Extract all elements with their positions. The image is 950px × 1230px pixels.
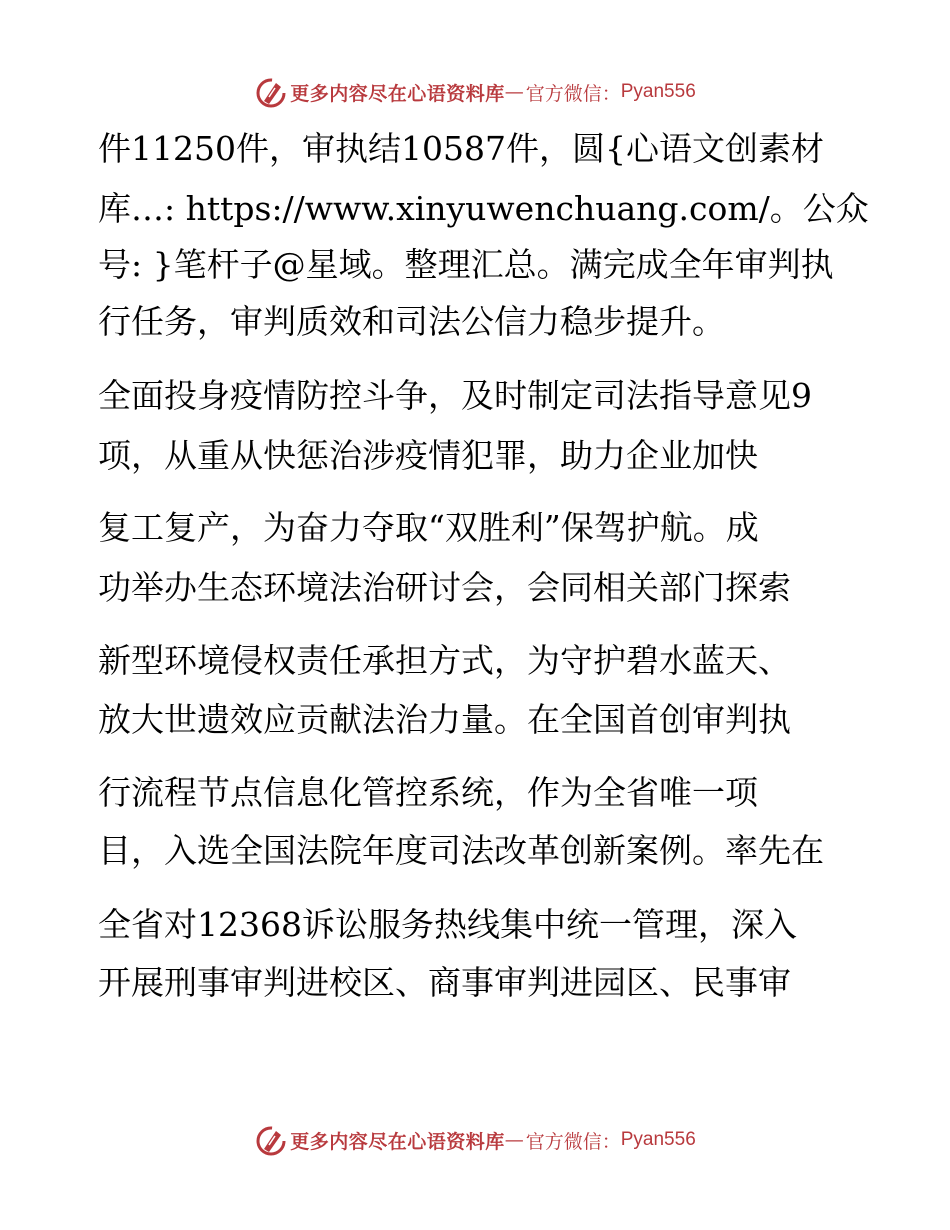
- body-line: 库…: https://www.xinyuwenchuang.com/。公众: [98, 189, 869, 228]
- body-line: 目，入选全国法院年度司法改革创新案例。率先在: [98, 831, 824, 870]
- body-line: 开展刑事审判进校区、商事审判进园区、民事审: [98, 963, 791, 1002]
- body-line: 件11250件，审执结10587件，圆{心语文创素材: [98, 129, 824, 168]
- banner-site-text: 更多内容尽在心语资料库: [290, 82, 505, 105]
- body-line: 全省对12368诉讼服务热线集中统一管理，深入: [98, 905, 797, 944]
- banner-dash: —: [504, 81, 524, 103]
- body-line: 行流程节点信息化管控系统，作为全省唯一项: [98, 773, 758, 812]
- pen-nib-logo-icon: [254, 75, 288, 109]
- body-line: 号: }笔杆子@星域。整理汇总。满完成全年审判执: [98, 245, 834, 284]
- banner-wechat-label: 官方微信：: [525, 82, 621, 105]
- body-line: 功举办生态环境法治研讨会，会同相关部门探索: [98, 568, 791, 607]
- body-line: 新型环境侵权责任承担方式，为守护碧水蓝天、: [98, 641, 791, 680]
- header-banner: [0, 72, 950, 112]
- body-line: 复工复产，为奋力夺取“双胜利”保驾护航。成: [98, 508, 759, 547]
- body-line: 全面投身疫情防控斗争，及时制定司法指导意见9: [98, 376, 812, 415]
- banner-dash: —: [504, 1129, 524, 1151]
- banner-site-text: 更多内容尽在心语资料库: [290, 1130, 505, 1153]
- banner-wechat-id: Pyan556: [620, 81, 696, 102]
- banner-wechat-label: 官方微信：: [525, 1130, 621, 1153]
- pen-nib-logo-icon: [254, 1123, 288, 1157]
- body-line: 放大世遗效应贡献法治力量。在全国首创审判执: [98, 700, 791, 739]
- banner-wechat-id: Pyan556: [620, 1129, 696, 1150]
- footer-banner: [0, 1120, 950, 1160]
- body-line: 项，从重从快惩治涉疫情犯罪，助力企业加快: [98, 436, 758, 475]
- body-line: 行任务，审判质效和司法公信力稳步提升。: [98, 302, 725, 341]
